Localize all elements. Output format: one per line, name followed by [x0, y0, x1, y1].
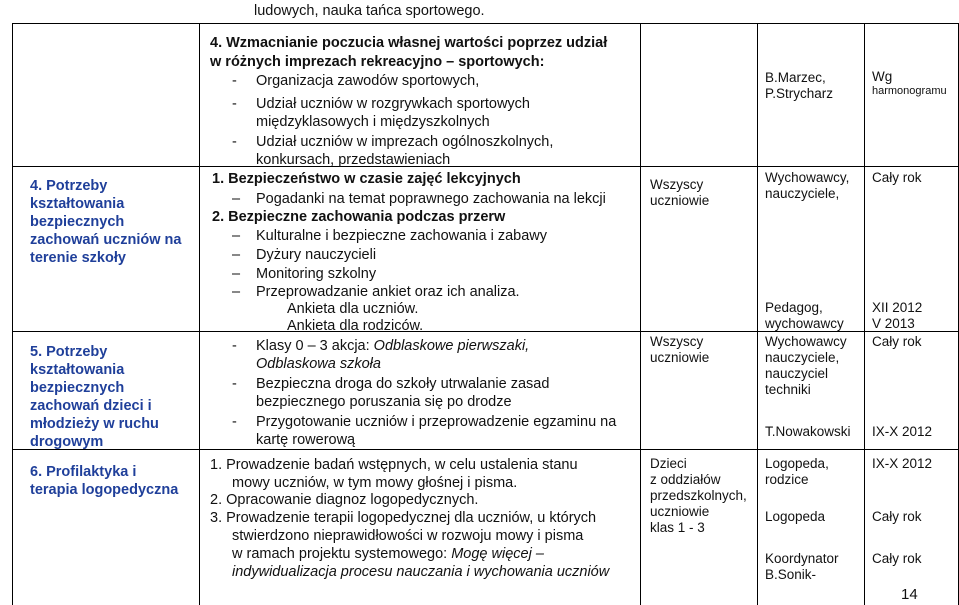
dash-icon: - — [232, 73, 237, 89]
survey-students: Ankieta dla uczniów. — [287, 301, 419, 317]
term-c: Cały rok — [872, 551, 922, 566]
task-text: w ramach projektu systemowego: — [232, 546, 452, 562]
list-item: kartę rowerową — [256, 432, 356, 448]
participants-line4: uczniowie — [650, 504, 710, 519]
responsible-b: T.Nowakowski — [765, 424, 851, 439]
list-item: Bezpieczna droga do szkoły utrwalanie zasad — [256, 376, 550, 392]
grid-line-row2 — [12, 166, 959, 167]
list-item: konkursach, przedstawieniach — [256, 152, 451, 168]
responsible-a-line3: nauczyciel — [765, 366, 829, 381]
task-3-line4: indywidualizacja procesu nauczania i wychowania uczniów — [232, 564, 610, 580]
term-line1: Wg — [872, 69, 893, 84]
list-item: międzyklasowych i międzyszkolnych — [256, 114, 490, 130]
category-6: 6. Profilaktyka i terapia logopedyczna — [30, 464, 179, 498]
participants-line1: Wszyscy — [650, 177, 704, 192]
task-text-italic: Mogę więcej – — [451, 546, 544, 562]
subheading-1: 1. Bezpieczeństwo w czasie zajęć lekcyjnych — [212, 171, 521, 187]
participants-line2: z oddziałów — [650, 472, 721, 487]
survey-parents: Ankieta dla rodziców. — [287, 318, 424, 334]
dash-icon: - — [232, 376, 237, 392]
responsible-line2: P.Strycharz — [765, 86, 834, 101]
dash-icon: - — [232, 414, 237, 430]
responsible-c-line2: B.Sonik- — [765, 567, 817, 582]
responsible-c-line1: Koordynator — [765, 551, 839, 566]
term-b-line1: XII 2012 — [872, 300, 923, 315]
responsible-a-line1: Wychowawcy — [765, 334, 847, 349]
dash-icon: – — [232, 228, 241, 244]
task-2: 2. Opracowanie diagnoz logopedycznych. — [210, 492, 479, 508]
responsible-a-line2: rodzice — [765, 472, 809, 487]
task-3-line2: stwierdzono nieprawidłowości w rozwoju mowy i pisma — [232, 528, 584, 544]
term-b-line2: V 2013 — [872, 316, 915, 331]
task-1-line1: 1. Prowadzenie badań wstępnych, w celu ustalenia stanu — [210, 457, 578, 473]
responsible-a-line1: Logopeda, — [765, 456, 829, 471]
page-number: 14 — [901, 586, 918, 603]
responsible-b-line1: Pedagog, — [765, 300, 823, 315]
list-item: Udział uczniów w imprezach ogólnoszkolnych, — [256, 134, 554, 150]
term-b: IX-X 2012 — [872, 424, 933, 439]
dash-icon: - — [232, 134, 237, 150]
responsible-a-line2: nauczyciele, — [765, 186, 840, 201]
task-heading-line1: 4. Wzmacnianie poczucia własnej wartości poprzez udział — [210, 35, 608, 51]
dash-icon: – — [232, 284, 241, 300]
participants-line1: Dzieci — [650, 456, 687, 471]
list-item: Kulturalne i bezpieczne zachowania i zabawy — [256, 228, 547, 244]
list-item: Udział uczniów w rozgrywkach sportowych — [256, 96, 530, 112]
grid-line-top — [12, 23, 959, 24]
grid-line-col3 — [640, 23, 641, 605]
list-item: Odblaskowa szkoła — [256, 356, 381, 372]
participants-line2: uczniowie — [650, 350, 710, 365]
task-3-line1: 3. Prowadzenie terapii logopedycznej dla uczniów, u których — [210, 510, 597, 526]
term-a: IX-X 2012 — [872, 456, 933, 471]
list-item: Dyżury nauczycieli — [256, 247, 377, 263]
term-b: Cały rok — [872, 509, 922, 524]
participants-line5: klas 1 - 3 — [650, 520, 705, 535]
grid-line-left — [12, 23, 13, 605]
task-heading-line2: w różnych imprezach rekreacyjno – sportowych: — [210, 54, 545, 70]
term-a: Cały rok — [872, 170, 922, 185]
task-1-line2: mowy uczniów, w tym mowy głośnej i pisma. — [232, 475, 518, 491]
list-item: Przygotowanie uczniów i przeprowadzenie egzaminu na — [256, 414, 617, 430]
responsible-b: Logopeda — [765, 509, 826, 524]
list-item: Przeprowadzanie ankiet oraz ich analiza. — [256, 284, 520, 300]
list-item: Organizacja zawodów sportowych, — [256, 73, 480, 89]
header-fragment: ludowych, nauka tańca sportowego. — [254, 3, 485, 19]
category-5: 5. Potrzeby kształtowania bezpiecznych zachowań dzieci i młodzieży w ruchu drogowym — [30, 344, 159, 450]
dash-icon: - — [232, 338, 237, 354]
list-item — [256, 337, 529, 355]
dash-icon: - — [232, 96, 237, 112]
responsible-b-line2: wychowawcy — [765, 316, 844, 331]
item-text: Klasy 0 – 3 akcja: — [256, 338, 374, 354]
item-text-italic: Odblaskowe pierwszaki, — [373, 338, 530, 354]
participants-line3: przedszkolnych, — [650, 488, 747, 503]
grid-line-col5 — [864, 23, 865, 605]
list-item: bezpiecznego poruszania się po drodze — [256, 394, 512, 410]
responsible-line1: B.Marzec, — [765, 70, 826, 85]
participants-line1: Wszyscy — [650, 334, 704, 349]
responsible-a-line2: nauczyciele, — [765, 350, 840, 365]
term-line2: harmonogramu — [872, 85, 947, 97]
list-item: Monitoring szkolny — [256, 266, 377, 282]
grid-line-col4 — [757, 23, 758, 605]
responsible-a-line4: techniki — [765, 382, 811, 397]
dash-icon: – — [232, 266, 241, 282]
category-4: 4. Potrzeby kształtowania bezpiecznych zachowań uczniów na terenie szkoły — [30, 178, 182, 266]
subheading-2: 2. Bezpieczne zachowania podczas przerw — [212, 209, 506, 225]
term-a: Cały rok — [872, 334, 922, 349]
grid-line-col2 — [199, 23, 200, 605]
dash-icon: – — [232, 191, 241, 207]
task-3-line3 — [232, 545, 544, 563]
list-item: Pogadanki na temat poprawnego zachowania na lekcji — [256, 191, 606, 207]
dash-icon: – — [232, 247, 241, 263]
participants-line2: uczniowie — [650, 193, 710, 208]
responsible-a-line1: Wychowawcy, — [765, 170, 850, 185]
